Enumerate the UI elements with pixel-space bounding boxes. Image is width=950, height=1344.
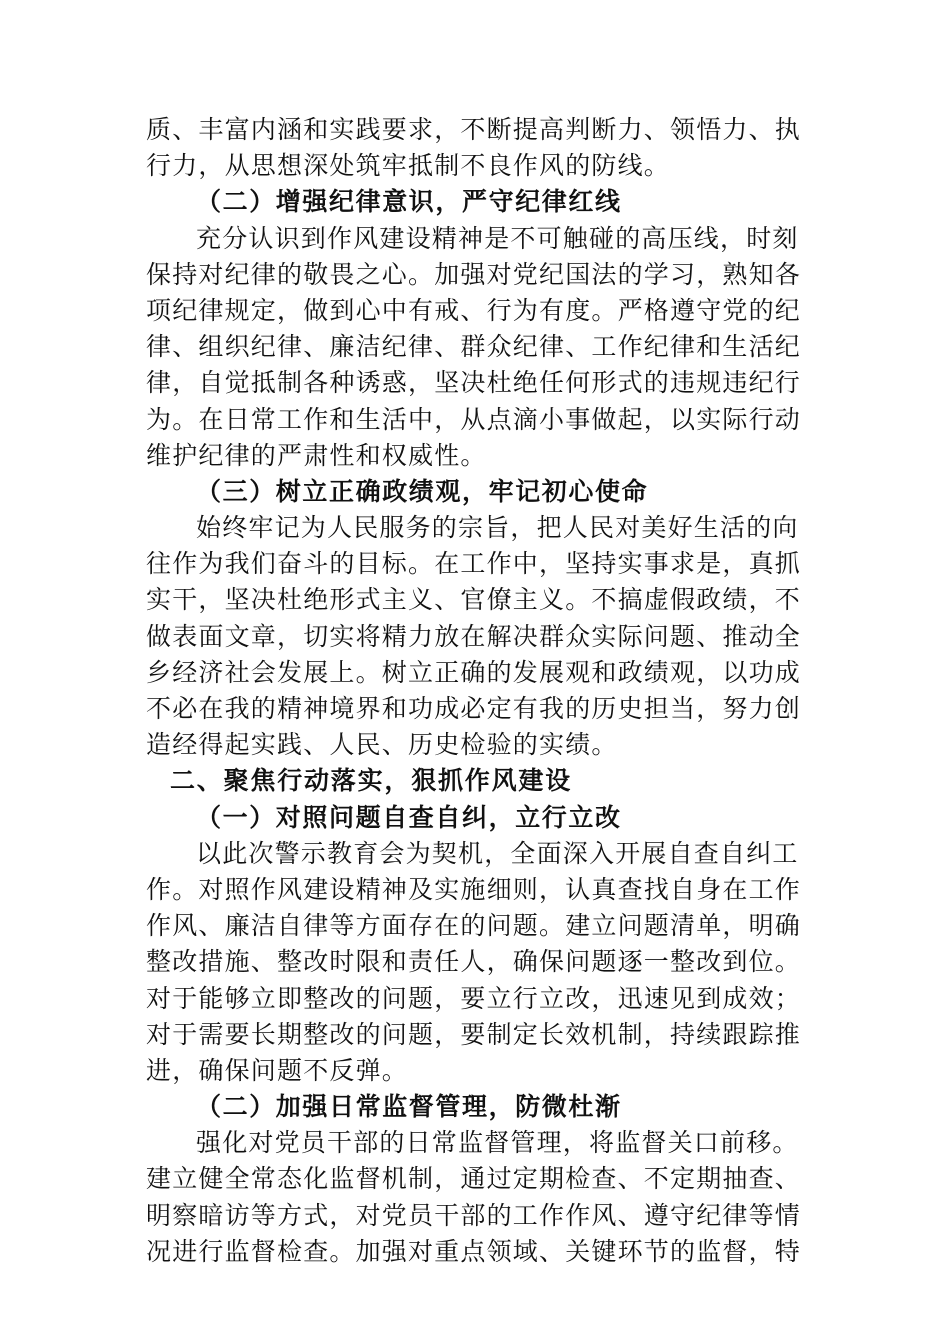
body-line: 明察暗访等方式，对党员干部的工作作风、遵守纪律等情 xyxy=(146,1200,802,1230)
body-line: 充分认识到作风建设精神是不可触碰的高压线，时刻 xyxy=(196,223,799,253)
body-line: 对于需要长期整改的问题，要制定长效机制，持续跟踪推 xyxy=(146,1019,802,1049)
body-line: 维护纪律的严肃性和权威性。 xyxy=(146,440,487,470)
body-line: 律、组织纪律、廉洁纪律、群众纪律、工作纪律和生活纪 xyxy=(146,332,802,362)
body-line: 以此次警示教育会为契机，全面深入开展自查自纠工 xyxy=(196,838,799,868)
body-line: 往作为我们奋斗的目标。在工作中，坚持实事求是，真抓 xyxy=(146,549,802,579)
body-line: 况进行监督检查。加强对重点领域、关键环节的监督，特 xyxy=(146,1236,802,1266)
body-line: 整改措施、整改时限和责任人，确保问题逐一整改到位。 xyxy=(146,947,802,977)
subheading-achievement-view: （三）树立正确政绩观，牢记初心使命 xyxy=(196,476,649,506)
body-line: 始终牢记为人民服务的宗旨，把人民对美好生活的向 xyxy=(196,513,799,543)
body-line: 实干，坚决杜绝形式主义、官僚主义。不搞虚假政绩，不 xyxy=(146,585,802,615)
body-line: 作风、廉洁自律等方面存在的问题。建立问题清单，明确 xyxy=(146,911,802,941)
body-line: 建立健全常态化监督机制，通过定期检查、不定期抽查、 xyxy=(146,1164,802,1194)
section-heading-two: 二、聚焦行动落实，狠抓作风建设 xyxy=(170,766,573,796)
body-line: 不必在我的精神境界和功成必定有我的历史担当，努力创 xyxy=(146,694,802,723)
body-line: 对于能够立即整改的问题，要立行立改，迅速见到成效； xyxy=(146,983,802,1013)
body-line: 律，自觉抵制各种诱惑，坚决杜绝任何形式的违规违纪行 xyxy=(146,368,802,398)
body-line: 进，确保问题不反弹。 xyxy=(146,1055,409,1085)
subheading-self-inspection: （一）对照问题自查自纠，立行立改 xyxy=(196,802,622,832)
body-line: 做表面文章，切实将精力放在解决群众实际问题、推动全 xyxy=(146,621,802,651)
body-line: 强化对党员干部的日常监督管理，将监督关口前移。 xyxy=(196,1128,799,1158)
document-body xyxy=(146,112,806,1270)
body-line: 行力，从思想深处筑牢抵制不良作风的防线。 xyxy=(146,151,671,181)
body-line: 乡经济社会发展上。树立正确的发展观和政绩观，以功成 xyxy=(146,657,802,687)
body-line: 为。在日常工作和生活中，从点滴小事做起，以实际行动 xyxy=(146,404,802,434)
subheading-daily-supervision: （二）加强日常监督管理，防微杜渐 xyxy=(196,1092,622,1122)
subheading-discipline-awareness: （二）增强纪律意识，严守纪律红线 xyxy=(196,187,622,217)
body-line: 质、丰富内涵和实践要求，不断提高判断力、领悟力、执 xyxy=(146,115,802,144)
body-line: 作。对照作风建设精神及实施细则，认真查找自身在工作 xyxy=(146,874,802,904)
body-line: 项纪律规定，做到心中有戒、行为有度。严格遵守党的纪 xyxy=(146,295,802,325)
body-line: 造经得起实践、人民、历史检验的实绩。 xyxy=(146,730,618,760)
body-line: 保持对纪律的敬畏之心。加强对党纪国法的学习，熟知各 xyxy=(146,259,802,289)
